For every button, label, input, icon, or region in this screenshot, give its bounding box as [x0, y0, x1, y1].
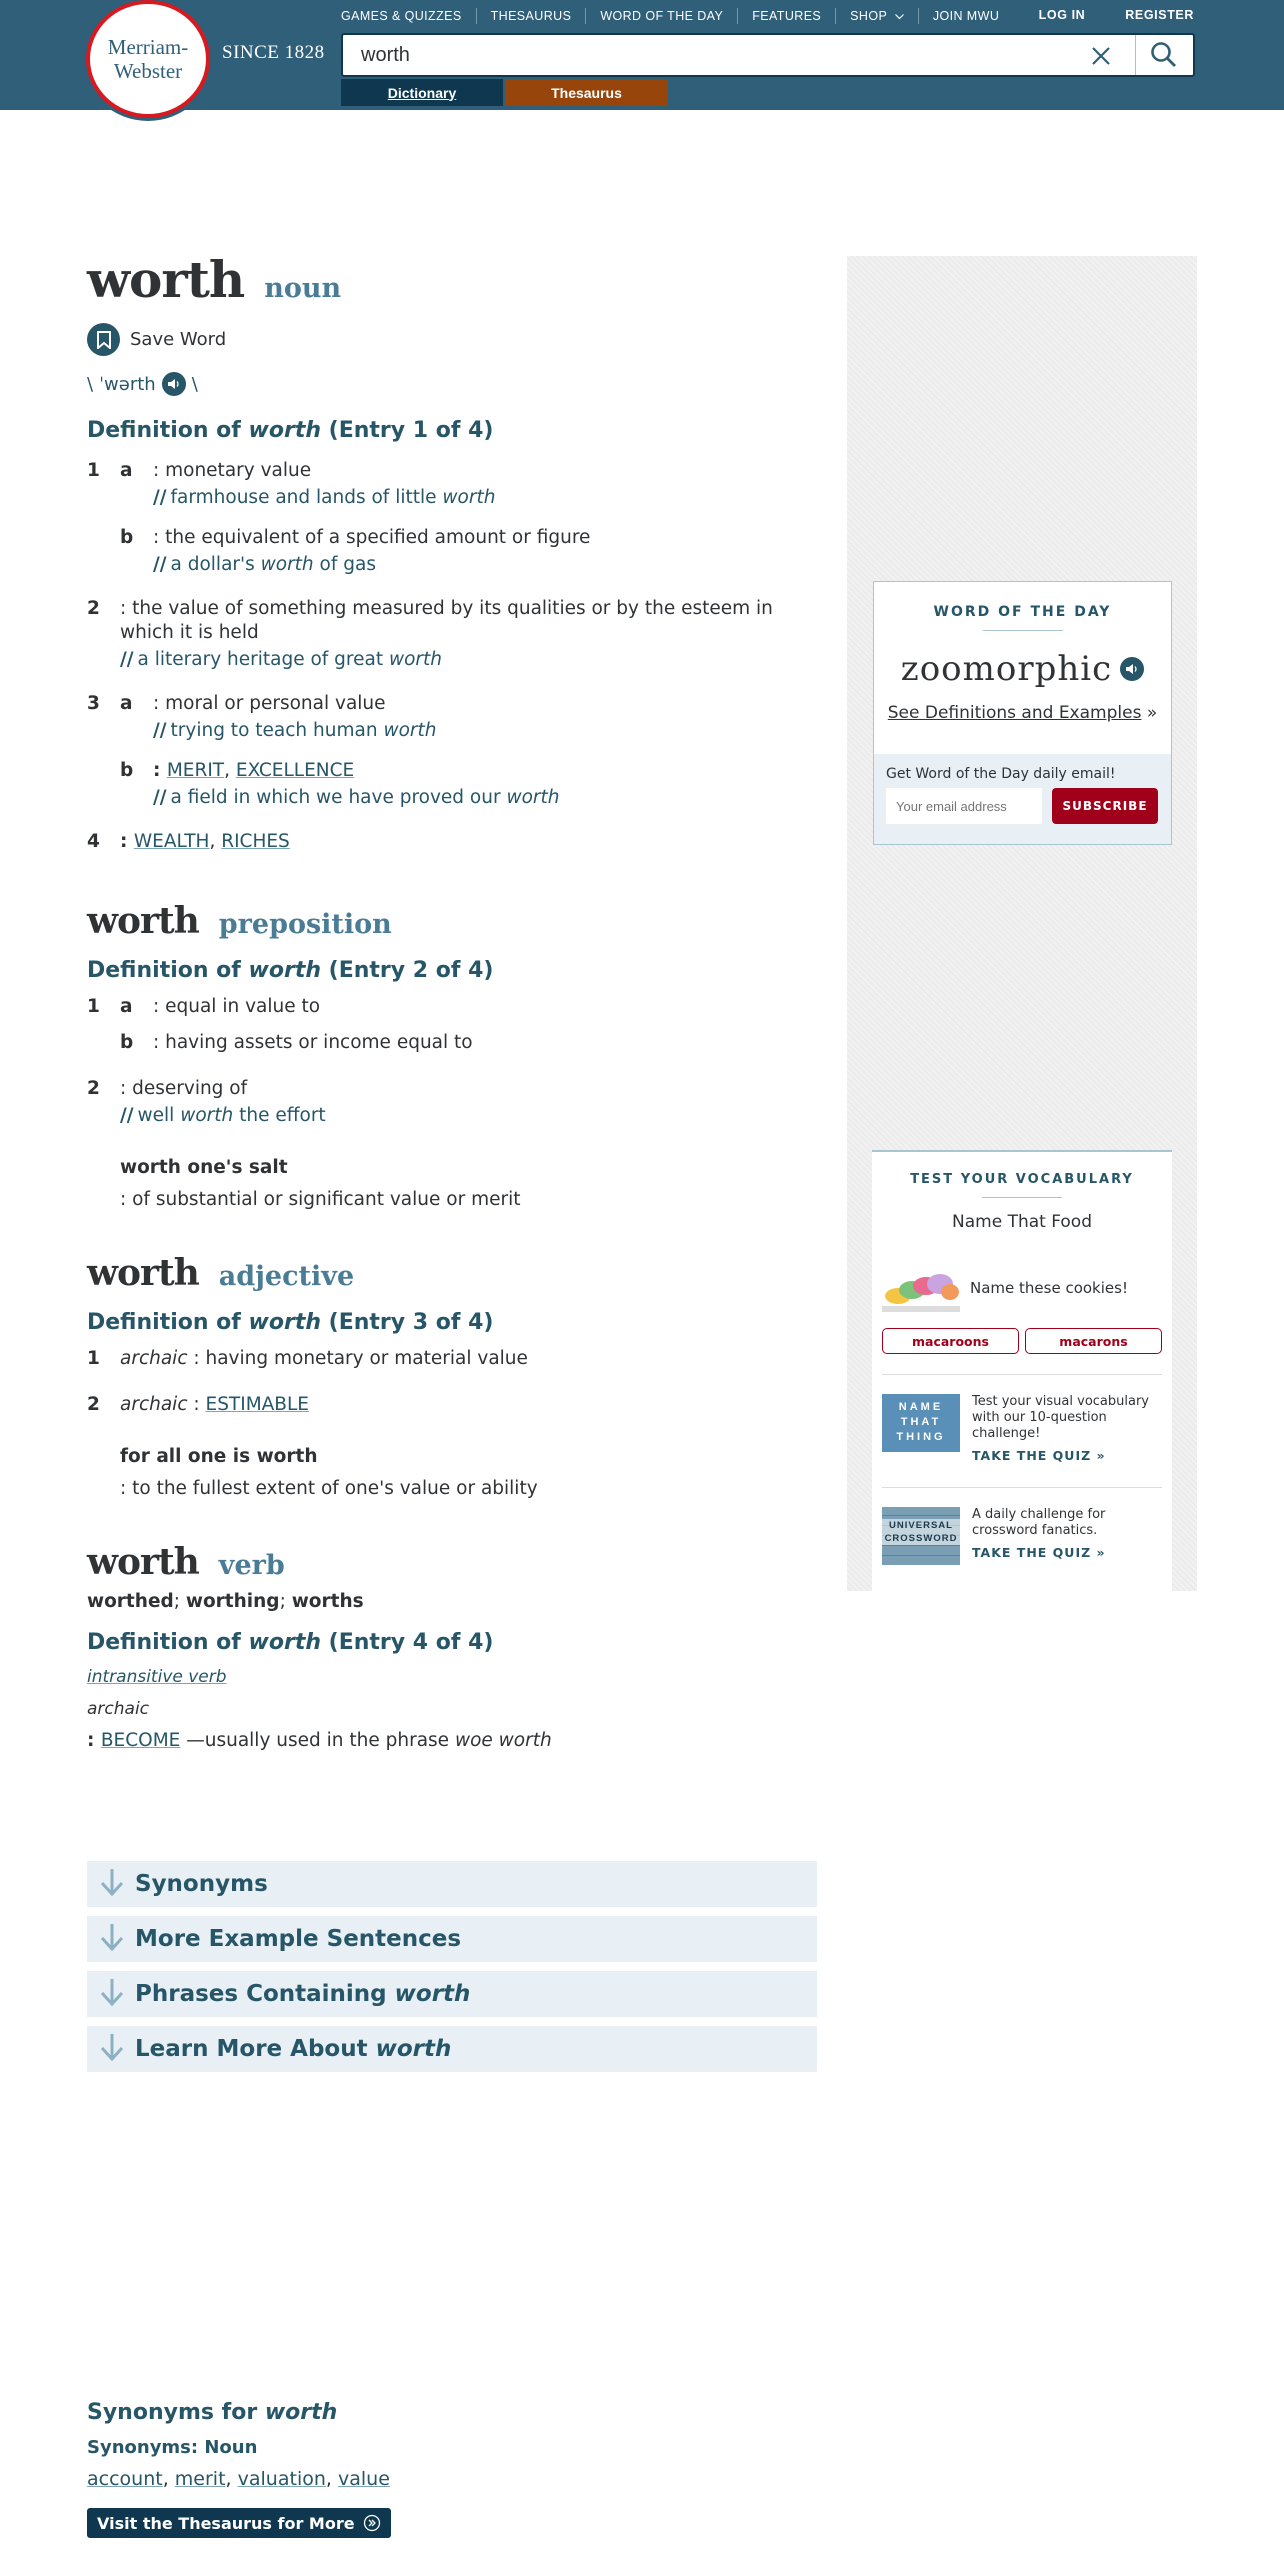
nav-shop-label: SHOP [850, 9, 887, 23]
since-1828: SINCE 1828 [222, 42, 325, 63]
accordion-label: Learn More About worth [135, 2036, 452, 2062]
double-chevron-icon: » [1096, 1448, 1106, 1463]
auth-links [1039, 8, 1194, 22]
word-of-the-day-widget [873, 581, 1172, 845]
synonyms-subtitle: Synonyms: Noun [87, 2437, 258, 2458]
vocab-label: TEST YOUR VOCABULARY [910, 1172, 1134, 1187]
search-box [341, 33, 1195, 77]
bookmark-icon [87, 323, 120, 356]
sense-number: 1 [87, 460, 100, 481]
quiz-answers [882, 1328, 1162, 1354]
thumb-text: THAT [900, 1416, 942, 1428]
example-sentence: // farmhouse and lands of little worth [153, 487, 496, 508]
xref-wealth[interactable]: WEALTH [133, 831, 210, 852]
thumb-text: UNIVERSAL [889, 1520, 953, 1531]
sense-text: : having assets or income equal to [153, 1032, 473, 1053]
save-word-button[interactable] [87, 323, 226, 356]
example-sentence: // well worth the effort [120, 1105, 326, 1126]
synonyms-title: Synonyms for worth [87, 2400, 338, 2425]
save-word-label: Save Word [130, 329, 227, 350]
sense-2 [87, 597, 817, 672]
top-nav [340, 8, 1013, 24]
close-icon[interactable] [1085, 41, 1117, 71]
sense-number: 2 [87, 598, 100, 619]
sense-text: : moral or personal value [153, 693, 386, 714]
wotd-label: WORD OF THE DAY [933, 604, 1112, 620]
chevron-down-icon [895, 8, 904, 24]
headword: worth [87, 1252, 199, 1294]
def-suffix: (Entry 1 of 4) [321, 418, 494, 443]
pron-close: \ [191, 373, 198, 395]
xref-become[interactable]: BECOME [100, 1730, 181, 1751]
email-label: Get Word of the Day daily email! [886, 766, 1116, 782]
sense-letter: a [120, 693, 133, 714]
subscribe-button[interactable]: SUBSCRIBE [1052, 788, 1158, 824]
nav-thesaurus[interactable]: THESAURUS [476, 8, 586, 24]
entry4-header [87, 1541, 817, 1583]
sense-letter: a [120, 996, 133, 1017]
accordion-synonyms[interactable] [87, 1861, 817, 1907]
arrow-down-icon [99, 1977, 129, 2011]
wotd-word[interactable]: zoomorphic [900, 649, 1113, 689]
sense-text: archaic : ESTIMABLE [120, 1394, 309, 1415]
example-sentence: // a literary heritage of great worth [120, 649, 443, 670]
nav-features[interactable]: FEATURES [737, 8, 835, 24]
inflections: worthed; worthing; worths [87, 1591, 364, 1612]
def-prefix: Definition of [87, 418, 249, 443]
arrow-down-icon [99, 1922, 129, 1956]
divider [882, 1374, 1162, 1375]
double-chevron-icon: » [1096, 1545, 1106, 1560]
name-that-thing-game[interactable] [882, 1394, 1162, 1464]
quiz-question: Name these cookies! [970, 1279, 1128, 1297]
game-description: Test your visual vocabulary with our 10-question challenge! [972, 1394, 1149, 1441]
sense-1b [87, 1031, 817, 1055]
wotd-definitions-link[interactable]: See Definitions and Examples [887, 703, 1142, 723]
sense-text: archaic : having monetary or material value [120, 1348, 528, 1369]
thumb-text: CROSSWORD [884, 1533, 958, 1544]
xref-estimable[interactable]: ESTIMABLE [205, 1394, 309, 1415]
definition-heading [87, 418, 817, 443]
vocab-title[interactable]: Name That Food [952, 1212, 1092, 1232]
synonym-link[interactable]: merit [174, 2468, 226, 2490]
accordion-phrases[interactable] [87, 1971, 817, 2017]
sense-2 [87, 1077, 817, 1128]
example-sentence: // trying to teach human worth [153, 720, 437, 741]
sense-number: 4 [87, 831, 100, 852]
definition-heading: Definition of worth (Entry 3 of 4) [87, 1310, 494, 1335]
phrase-headword: worth one's salt [120, 1157, 288, 1178]
arrow-down-icon [99, 1867, 129, 1901]
sense-text: : equal in value to [153, 996, 321, 1017]
sense-text: : monetary value [153, 460, 312, 481]
wotd-link-row: See Definitions and Examples » [887, 703, 1158, 723]
xref-excellence[interactable]: EXCELLENCE [235, 760, 355, 781]
sense-4 [87, 830, 817, 854]
nav-join-mwu[interactable]: JOIN MWU [918, 8, 1013, 24]
definition-heading: Definition of worth (Entry 2 of 4) [87, 958, 494, 983]
part-of-speech[interactable]: adjective [218, 1261, 355, 1292]
speaker-icon[interactable] [1120, 657, 1144, 681]
sense-1 [87, 1347, 817, 1371]
divider [882, 1487, 1162, 1488]
part-of-speech[interactable]: noun [264, 273, 342, 304]
speaker-icon[interactable] [162, 372, 186, 396]
definition-heading: Definition of worth (Entry 4 of 4) [87, 1630, 494, 1655]
main-content [87, 250, 817, 1753]
accordion-label: More Example Sentences [135, 1926, 462, 1952]
thumb-text: THING [896, 1431, 946, 1443]
usage-label: archaic [87, 1699, 150, 1719]
sense-text: : WEALTH, RICHES [120, 831, 290, 852]
logo-text-line2: Webster [113, 59, 183, 83]
part-of-speech[interactable]: preposition [218, 909, 392, 940]
part-of-speech[interactable]: verb [218, 1550, 285, 1581]
vocab-divider [982, 1197, 1062, 1198]
accordion-examples[interactable] [87, 1916, 817, 1962]
phrase-headword: for all one is worth [120, 1446, 318, 1467]
pron-text: ˈwərth [99, 373, 156, 395]
macaron-image [882, 1262, 960, 1314]
tab-thesaurus[interactable]: Thesaurus [505, 79, 668, 106]
sense-number: 3 [87, 693, 100, 714]
wotd-divider [983, 630, 1063, 631]
tab-dictionary[interactable]: Dictionary [341, 79, 503, 106]
synonyms-list: account, merit, valuation, value [87, 2468, 390, 2490]
sense-2 [87, 1393, 817, 1417]
sense-text: : deserving of [120, 1078, 248, 1099]
example-sentence: // a field in which we have proved our worth [153, 787, 560, 808]
phrase-block [87, 1445, 817, 1501]
nav-word-of-the-day[interactable]: WORD OF THE DAY [585, 8, 737, 24]
email-field[interactable] [886, 788, 1042, 824]
synonym-link[interactable]: value [337, 2468, 390, 2490]
headword: worth [87, 250, 245, 309]
site-header [0, 0, 1284, 110]
synonym-link[interactable]: account [87, 2468, 163, 2490]
answer-button[interactable]: macarons [1025, 1328, 1162, 1354]
xref-merit[interactable]: MERIT [166, 760, 225, 781]
pronunciation [87, 372, 817, 396]
sense-number: 1 [87, 996, 100, 1017]
verb-type [87, 1665, 817, 1689]
nav-games-quizzes[interactable]: GAMES & QUIZZES [341, 9, 462, 23]
headword: worth [87, 1541, 199, 1583]
wotd-email-signup [874, 754, 1171, 844]
accordion-learn-more[interactable] [87, 2026, 817, 2072]
crossword-thumbnail [882, 1507, 960, 1565]
sense-1a [87, 995, 817, 1019]
game-description: A daily challenge for crossword fanatics. [972, 1507, 1106, 1538]
visit-label: Visit the Thesaurus for More [97, 2513, 355, 2533]
nav-shop[interactable] [835, 8, 918, 24]
sense-letter: a [120, 460, 133, 481]
example-sentence: // a dollar's worth of gas [153, 554, 376, 575]
verb-type-link[interactable]: intransitive verb [87, 1667, 227, 1687]
vocab-quiz-widget [872, 1150, 1172, 1591]
wotd-word-row [874, 649, 1171, 689]
sense-text: : the equivalent of a specified amount or figure [153, 527, 591, 548]
sense-text: : the value of something measured by its qualities or by the esteem in which it is held [120, 598, 773, 643]
crossword-game[interactable] [882, 1507, 1162, 1565]
sense-number: 2 [87, 1078, 100, 1099]
take-quiz-link[interactable]: TAKE THE QUIZ » [972, 1545, 1106, 1560]
phrase-definition: : of substantial or significant value or merit [120, 1189, 521, 1210]
entry2-header [87, 900, 817, 942]
thumb-text: NAME [898, 1401, 944, 1413]
search-input[interactable] [343, 35, 1043, 75]
synonyms-section [87, 2400, 817, 2538]
sense-letter: b [120, 1032, 134, 1053]
arrow-down-icon [99, 2032, 129, 2066]
sense-letter: b [120, 760, 134, 781]
search-icon [1150, 41, 1178, 69]
quiz-question-row [882, 1262, 1128, 1314]
sense-letter: b [120, 527, 134, 548]
entry3-header [87, 1252, 817, 1294]
xref-riches[interactable]: RICHES [221, 831, 290, 852]
def-word: worth [248, 418, 321, 443]
sense-1b [87, 526, 817, 577]
search-button[interactable] [1135, 35, 1193, 75]
sense-text: : MERIT, EXCELLENCE [153, 760, 355, 781]
login-link[interactable]: LOG IN [1038, 8, 1086, 22]
search-tabs [341, 79, 668, 106]
headword: worth [87, 900, 199, 942]
sense-number: 2 [87, 1394, 100, 1415]
visit-thesaurus-button[interactable] [87, 2508, 391, 2538]
entry1-header [87, 250, 817, 309]
sense-number: 1 [87, 1348, 100, 1369]
sense-3a [87, 692, 817, 743]
pron-open: \ [87, 373, 94, 395]
sense-3b [87, 759, 817, 810]
phrase-definition: : to the fullest extent of one's value or ability [120, 1478, 538, 1499]
synonym-link[interactable]: valuation [237, 2468, 326, 2490]
accordion-label: Synonyms [135, 1871, 268, 1897]
take-quiz-link[interactable]: TAKE THE QUIZ » [972, 1448, 1106, 1463]
logo-text-line1: Merriam- [107, 35, 189, 59]
register-link[interactable]: REGISTER [1125, 8, 1194, 22]
phrase-block [87, 1156, 817, 1212]
merriam-webster-logo[interactable] [86, 0, 210, 118]
chevron-right-icon [363, 2514, 381, 2532]
answer-button[interactable]: macaroons [882, 1328, 1019, 1354]
sense-text: : BECOME —usually used in the phrase woe worth [87, 1730, 552, 1751]
sense-1a [87, 459, 817, 510]
accordion-label: Phrases Containing worth [135, 1981, 471, 2007]
name-that-thing-thumbnail [882, 1394, 960, 1452]
